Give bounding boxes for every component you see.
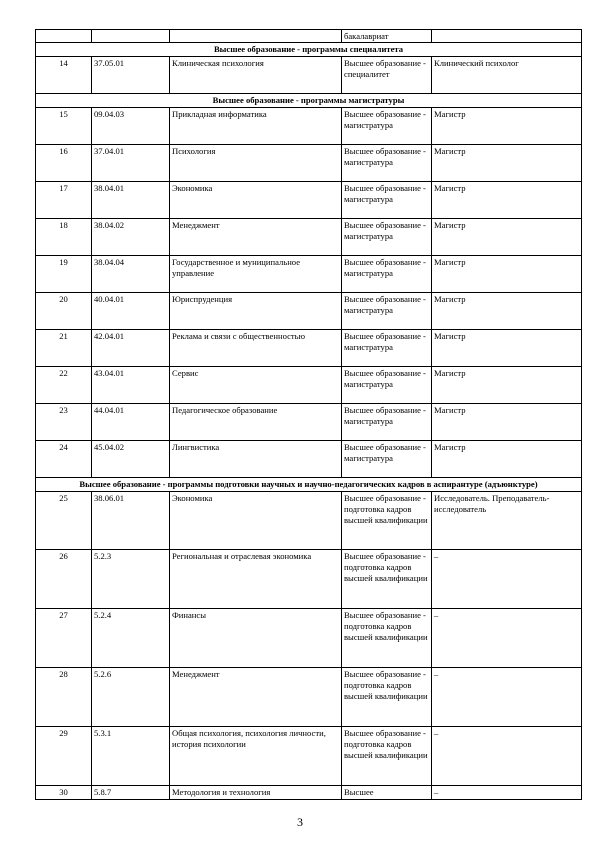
table-row: [36, 668, 582, 727]
num-cell: 30: [36, 786, 92, 800]
name-cell: [170, 30, 342, 43]
code-cell: 09.04.03: [92, 108, 170, 145]
qual-cell: Магистр: [432, 256, 582, 293]
table-row: [36, 330, 582, 367]
num-cell: 28: [36, 668, 92, 727]
code-cell: 5.8.7: [92, 786, 170, 800]
level-cell: Высшее образование - магистратура: [342, 330, 432, 367]
name-cell: Экономика: [170, 182, 342, 219]
level-cell: Высшее образование - специалитет: [342, 57, 432, 94]
num-cell: 19: [36, 256, 92, 293]
num-cell: 23: [36, 404, 92, 441]
code-cell: 5.2.6: [92, 668, 170, 727]
section-header-row: [36, 478, 582, 492]
num-cell: 24: [36, 441, 92, 478]
name-cell: Экономика: [170, 492, 342, 550]
code-cell: 40.04.01: [92, 293, 170, 330]
table-row: [36, 293, 582, 330]
name-cell: Методология и технология: [170, 786, 342, 800]
level-cell: Высшее образование - магистратура: [342, 367, 432, 404]
code-cell: 43.04.01: [92, 367, 170, 404]
qual-cell: –: [432, 727, 582, 786]
name-cell: Лингвистика: [170, 441, 342, 478]
table-row: [36, 441, 582, 478]
num-cell: 14: [36, 57, 92, 94]
level-cell: Высшее образование - магистратура: [342, 182, 432, 219]
qual-cell: [432, 30, 582, 43]
qual-cell: Магистр: [432, 145, 582, 182]
table-row: [36, 609, 582, 668]
num-cell: 16: [36, 145, 92, 182]
level-cell: бакалавриат: [342, 30, 432, 43]
table-row-top: [36, 30, 582, 43]
level-cell: Высшее образование - магистратура: [342, 219, 432, 256]
table-row: [36, 108, 582, 145]
name-cell: Прикладная информатика: [170, 108, 342, 145]
name-cell: Сервис: [170, 367, 342, 404]
num-cell: 27: [36, 609, 92, 668]
qual-cell: Исследователь. Преподаватель-исследователь: [432, 492, 582, 550]
table-row: [36, 145, 582, 182]
table-row: [36, 550, 582, 609]
code-cell: 5.3.1: [92, 727, 170, 786]
code-cell: 5.2.4: [92, 609, 170, 668]
level-cell: Высшее образование - подготовка кадров высшей квалификации: [342, 492, 432, 550]
table-row: [36, 786, 582, 800]
num-cell: 22: [36, 367, 92, 404]
code-cell: 38.04.01: [92, 182, 170, 219]
table-row: [36, 182, 582, 219]
code-cell: 38.04.02: [92, 219, 170, 256]
name-cell: Общая психология, психология личности, история психологии: [170, 727, 342, 786]
level-cell: Высшее образование - магистратура: [342, 293, 432, 330]
table-row: [36, 256, 582, 293]
num-cell: 20: [36, 293, 92, 330]
table-row: [36, 492, 582, 550]
num-cell: 25: [36, 492, 92, 550]
num-cell: 18: [36, 219, 92, 256]
name-cell: Государственное и муниципальное управление: [170, 256, 342, 293]
num-cell: 29: [36, 727, 92, 786]
qual-cell: Магистр: [432, 404, 582, 441]
qual-cell: –: [432, 609, 582, 668]
table-row: [36, 404, 582, 441]
num-cell: 17: [36, 182, 92, 219]
level-cell: Высшее образование - подготовка кадров высшей квалификации: [342, 550, 432, 609]
table-row: [36, 219, 582, 256]
name-cell: Педагогическое образование: [170, 404, 342, 441]
qual-cell: Магистр: [432, 367, 582, 404]
level-cell: Высшее образование - подготовка кадров высшей квалификации: [342, 668, 432, 727]
num-cell: 15: [36, 108, 92, 145]
level-cell: Высшее образование - магистратура: [342, 441, 432, 478]
page-number: 3: [297, 815, 303, 829]
code-cell: 38.04.04: [92, 256, 170, 293]
qual-cell: –: [432, 786, 582, 800]
qual-cell: Магистр: [432, 441, 582, 478]
name-cell: Психология: [170, 145, 342, 182]
qual-cell: –: [432, 550, 582, 609]
code-cell: 44.04.01: [92, 404, 170, 441]
code-cell: 42.04.01: [92, 330, 170, 367]
section-header-row: [36, 94, 582, 108]
name-cell: Региональная и отраслевая экономика: [170, 550, 342, 609]
code-cell: [92, 30, 170, 43]
table-row: [36, 367, 582, 404]
level-cell: Высшее образование - подготовка кадров высшей квалификации: [342, 727, 432, 786]
code-cell: 37.04.01: [92, 145, 170, 182]
qual-cell: –: [432, 668, 582, 727]
level-cell: Высшее образование - магистратура: [342, 256, 432, 293]
name-cell: Финансы: [170, 609, 342, 668]
level-cell: Высшее образование - магистратура: [342, 108, 432, 145]
code-cell: 38.06.01: [92, 492, 170, 550]
section-title: Высшее образование - программы подготовки научных и научно-педагогических кадров в аспирантуре (адъюнктуре): [36, 478, 582, 492]
qual-cell: Магистр: [432, 108, 582, 145]
section-header-row: [36, 43, 582, 57]
section-title: Высшее образование - программы специалитета: [36, 43, 582, 57]
level-cell: Высшее образование - подготовка кадров высшей квалификации: [342, 609, 432, 668]
name-cell: Клиническая психология: [170, 57, 342, 94]
qual-cell: Клинический психолог: [432, 57, 582, 94]
code-cell: 45.04.02: [92, 441, 170, 478]
table-row: [36, 57, 582, 94]
qual-cell: Магистр: [432, 219, 582, 256]
name-cell: Менеджмент: [170, 668, 342, 727]
qual-cell: Магистр: [432, 293, 582, 330]
num-cell: [36, 30, 92, 43]
num-cell: 21: [36, 330, 92, 367]
qual-cell: Магистр: [432, 330, 582, 367]
table-row: [36, 727, 582, 786]
level-cell: Высшее образование - магистратура: [342, 145, 432, 182]
name-cell: Юриспруденция: [170, 293, 342, 330]
code-cell: 5.2.3: [92, 550, 170, 609]
level-cell: Высшее образование - магистратура: [342, 404, 432, 441]
programs-table: [35, 29, 582, 800]
num-cell: 26: [36, 550, 92, 609]
code-cell: 37.05.01: [92, 57, 170, 94]
level-cell: Высшее: [342, 786, 432, 800]
name-cell: Менеджмент: [170, 219, 342, 256]
qual-cell: Магистр: [432, 182, 582, 219]
name-cell: Реклама и связи с общественностью: [170, 330, 342, 367]
section-title: Высшее образование - программы магистратуры: [36, 94, 582, 108]
